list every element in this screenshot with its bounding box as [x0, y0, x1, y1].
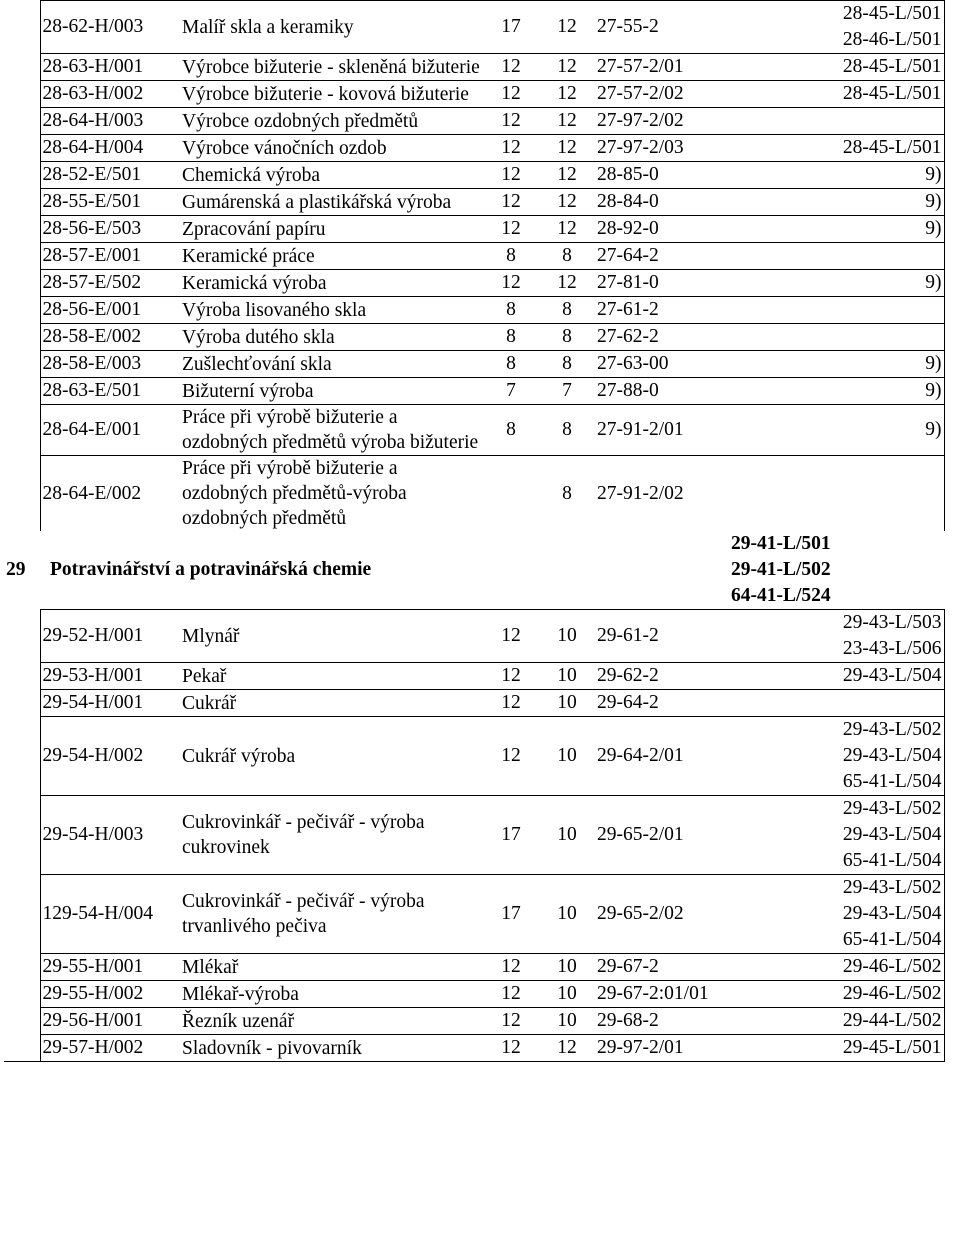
program-code: 29-54-H/002	[40, 717, 180, 796]
related-codes	[729, 690, 944, 717]
table-row	[4, 405, 944, 456]
related-code: 28-45-L/501	[842, 3, 942, 24]
program-name: Výrobce ozdobných předmětů	[180, 108, 483, 135]
related-code: 29-43-L/503	[842, 612, 942, 633]
program-code: 28-58-E/003	[40, 351, 180, 378]
section-number: 29	[6, 559, 26, 581]
table-row	[4, 690, 944, 717]
program-code: 29-52-H/001	[40, 610, 180, 663]
value-b: 8	[539, 324, 595, 351]
row-spacer	[4, 54, 40, 81]
old-code: 29-67-2:01/01	[595, 981, 729, 1008]
related-code: 29-43-L/504	[842, 745, 942, 766]
table-row	[4, 243, 944, 270]
value-b: 12	[539, 189, 595, 216]
value-b: 7	[539, 378, 595, 405]
related-codes	[729, 81, 944, 108]
program-name: Mlékař	[180, 954, 483, 981]
related-code: 29-43-L/504	[842, 903, 942, 924]
value-a: 12	[483, 610, 539, 663]
table-row	[4, 875, 944, 954]
table-row	[4, 135, 944, 162]
old-code: 27-57-2/01	[595, 54, 729, 81]
program-name: Práce při výrobě bižuterie a ozdobných předmětů výroba bižuterie	[180, 405, 483, 456]
value-a: 8	[483, 324, 539, 351]
old-code: 29-61-2	[595, 610, 729, 663]
related-codes	[729, 243, 944, 270]
program-code: 28-62-H/003	[40, 1, 180, 54]
table-row	[4, 796, 944, 875]
footnote-ref: 9)	[925, 164, 942, 185]
related-codes	[729, 270, 944, 297]
value-b: 10	[539, 1008, 595, 1035]
program-code: 129-54-H/004	[40, 875, 180, 954]
old-code: 27-88-0	[595, 378, 729, 405]
table-row	[4, 981, 944, 1008]
related-codes	[729, 351, 944, 378]
program-name: Řezník uzenář	[180, 1008, 483, 1035]
related-code: 29-44-L/502	[842, 1010, 942, 1031]
related-codes	[729, 1008, 944, 1035]
program-name: Zpracování papíru	[180, 216, 483, 243]
program-name: Zušlechťování skla	[180, 351, 483, 378]
value-a: 12	[483, 663, 539, 690]
value-b: 8	[539, 405, 595, 456]
program-name: Bižuterní výroba	[180, 378, 483, 405]
value-a	[483, 456, 539, 532]
value-b: 12	[539, 1, 595, 54]
row-spacer	[4, 270, 40, 297]
program-code: 28-55-E/501	[40, 189, 180, 216]
program-code: 28-56-E/503	[40, 216, 180, 243]
program-code: 28-57-E/001	[40, 243, 180, 270]
value-b: 10	[539, 875, 595, 954]
program-code: 28-57-E/502	[40, 270, 180, 297]
row-spacer	[4, 243, 40, 270]
program-code: 29-53-H/001	[40, 663, 180, 690]
related-code: 28-46-L/501	[842, 29, 942, 50]
old-code: 29-67-2	[595, 954, 729, 981]
related-codes	[729, 981, 944, 1008]
section-title: Potravinářství a potravinářská chemie	[50, 559, 372, 580]
related-codes	[729, 875, 944, 954]
footnote-ref: 9)	[925, 272, 942, 293]
program-name: Cukrovinkář - pečivář - výroba trvanlivého pečiva	[180, 875, 483, 954]
related-code: 28-45-L/501	[842, 83, 942, 104]
old-code: 27-62-2	[595, 324, 729, 351]
table-row	[4, 324, 944, 351]
value-a: 7	[483, 378, 539, 405]
section-header-29	[4, 531, 944, 610]
row-spacer	[4, 162, 40, 189]
row-spacer	[4, 1, 40, 54]
related-code: 29-43-L/502	[842, 719, 942, 740]
section-codes	[729, 531, 944, 610]
row-spacer	[4, 456, 40, 532]
value-a: 8	[483, 297, 539, 324]
program-code: 28-52-E/501	[40, 162, 180, 189]
section-code: 29-41-L/501	[731, 533, 831, 554]
row-spacer	[4, 954, 40, 981]
program-name: Mlékař-výroba	[180, 981, 483, 1008]
old-code: 27-63-00	[595, 351, 729, 378]
table-row	[4, 270, 944, 297]
table-row	[4, 351, 944, 378]
related-code: 29-43-L/502	[842, 877, 942, 898]
table-row	[4, 954, 944, 981]
related-codes	[729, 108, 944, 135]
table-row	[4, 216, 944, 243]
value-b: 8	[539, 243, 595, 270]
related-code: 29-46-L/502	[842, 956, 942, 977]
value-a: 8	[483, 405, 539, 456]
related-codes	[729, 663, 944, 690]
value-a: 8	[483, 243, 539, 270]
value-a: 12	[483, 690, 539, 717]
value-b: 10	[539, 981, 595, 1008]
value-a: 12	[483, 954, 539, 981]
section-code: 64-41-L/524	[731, 585, 831, 606]
table-row	[4, 610, 944, 663]
table-body-section-29	[4, 610, 944, 1062]
related-code: 65-41-L/504	[842, 771, 942, 792]
related-codes	[729, 189, 944, 216]
table-row	[4, 81, 944, 108]
table-row	[4, 1035, 944, 1062]
value-a: 12	[483, 81, 539, 108]
related-codes	[729, 456, 944, 532]
related-codes	[729, 162, 944, 189]
table-row	[4, 54, 944, 81]
row-spacer	[4, 378, 40, 405]
related-codes	[729, 54, 944, 81]
row-spacer	[4, 1008, 40, 1035]
related-codes	[729, 1035, 944, 1062]
value-a: 12	[483, 216, 539, 243]
program-name: Keramické práce	[180, 243, 483, 270]
table-row	[4, 717, 944, 796]
program-name: Výrobce bižuterie - kovová bižuterie	[180, 81, 483, 108]
old-code: 27-81-0	[595, 270, 729, 297]
old-code: 28-92-0	[595, 216, 729, 243]
old-code: 28-84-0	[595, 189, 729, 216]
old-code: 28-85-0	[595, 162, 729, 189]
value-a: 12	[483, 54, 539, 81]
related-codes	[729, 324, 944, 351]
value-b: 10	[539, 717, 595, 796]
value-a: 12	[483, 135, 539, 162]
program-name: Cukrář výroba	[180, 717, 483, 796]
old-code: 29-65-2/02	[595, 875, 729, 954]
row-spacer	[4, 981, 40, 1008]
related-code: 29-43-L/504	[842, 665, 942, 686]
related-codes	[729, 378, 944, 405]
old-code: 29-62-2	[595, 663, 729, 690]
program-code: 28-63-E/501	[40, 378, 180, 405]
value-a: 17	[483, 1, 539, 54]
old-code: 27-91-2/01	[595, 405, 729, 456]
value-b: 12	[539, 54, 595, 81]
value-b: 10	[539, 663, 595, 690]
related-code: 23-43-L/506	[842, 638, 942, 659]
related-code: 65-41-L/504	[842, 850, 942, 871]
row-spacer	[4, 1035, 40, 1062]
program-code: 29-54-H/001	[40, 690, 180, 717]
old-code: 29-65-2/01	[595, 796, 729, 875]
table-row	[4, 663, 944, 690]
program-name: Keramická výroba	[180, 270, 483, 297]
table-row	[4, 1008, 944, 1035]
value-b: 12	[539, 270, 595, 297]
program-name: Výroba dutého skla	[180, 324, 483, 351]
program-name: Mlynář	[180, 610, 483, 663]
old-code: 27-97-2/02	[595, 108, 729, 135]
table-row	[4, 378, 944, 405]
related-codes	[729, 405, 944, 456]
table-row	[4, 189, 944, 216]
footnote-ref: 9)	[925, 191, 942, 212]
value-b: 12	[539, 216, 595, 243]
value-b: 12	[539, 81, 595, 108]
program-code: 29-55-H/001	[40, 954, 180, 981]
old-code: 29-97-2/01	[595, 1035, 729, 1062]
row-spacer	[4, 875, 40, 954]
value-b: 8	[539, 456, 595, 532]
value-a: 17	[483, 796, 539, 875]
footnote-ref: 9)	[925, 380, 942, 401]
related-code: 29-46-L/502	[842, 983, 942, 1004]
program-name: Výroba lisovaného skla	[180, 297, 483, 324]
program-code: 29-55-H/002	[40, 981, 180, 1008]
program-name: Pekař	[180, 663, 483, 690]
table-row	[4, 456, 944, 532]
value-a: 12	[483, 189, 539, 216]
value-b: 12	[539, 162, 595, 189]
program-name: Práce při výrobě bižuterie a ozdobných předmětů-výroba ozdobných předmětů	[180, 456, 483, 532]
program-code: 29-57-H/002	[40, 1035, 180, 1062]
related-codes	[729, 297, 944, 324]
row-spacer	[4, 610, 40, 663]
value-a: 12	[483, 162, 539, 189]
value-b: 12	[539, 1035, 595, 1062]
row-spacer	[4, 351, 40, 378]
table-body-section-28	[4, 1, 944, 532]
old-code: 27-91-2/02	[595, 456, 729, 532]
related-code: 29-43-L/502	[842, 798, 942, 819]
row-spacer	[4, 135, 40, 162]
row-spacer	[4, 189, 40, 216]
table-row	[4, 297, 944, 324]
related-code: 29-45-L/501	[842, 1037, 942, 1058]
program-code: 29-54-H/003	[40, 796, 180, 875]
program-code: 28-56-E/001	[40, 297, 180, 324]
value-b: 12	[539, 135, 595, 162]
value-a: 12	[483, 270, 539, 297]
table-row	[4, 1, 944, 54]
value-a: 12	[483, 108, 539, 135]
program-name: Malíř skla a keramiky	[180, 1, 483, 54]
program-name: Sladovník - pivovarník	[180, 1035, 483, 1062]
program-name: Výrobce bižuterie - skleněná bižuterie	[180, 54, 483, 81]
value-b: 10	[539, 954, 595, 981]
program-name: Cukrář	[180, 690, 483, 717]
related-code: 29-43-L/504	[842, 824, 942, 845]
related-code: 28-45-L/501	[842, 137, 942, 158]
program-name: Cukrovinkář - pečivář - výroba cukrovinek	[180, 796, 483, 875]
related-codes	[729, 610, 944, 663]
value-b: 8	[539, 351, 595, 378]
row-spacer	[4, 216, 40, 243]
program-code: 28-64-E/002	[40, 456, 180, 532]
row-spacer	[4, 108, 40, 135]
program-code: 28-63-H/001	[40, 54, 180, 81]
section-code: 29-41-L/502	[731, 559, 831, 580]
related-codes	[729, 954, 944, 981]
row-spacer	[4, 663, 40, 690]
old-code: 29-64-2	[595, 690, 729, 717]
value-b: 10	[539, 690, 595, 717]
row-spacer	[4, 297, 40, 324]
value-b: 8	[539, 297, 595, 324]
value-b: 12	[539, 108, 595, 135]
footnote-ref: 9)	[925, 419, 942, 440]
study-programs-table	[4, 0, 945, 1062]
program-name: Výrobce vánočních ozdob	[180, 135, 483, 162]
related-codes	[729, 717, 944, 796]
old-code: 27-61-2	[595, 297, 729, 324]
value-a: 12	[483, 717, 539, 796]
row-spacer	[4, 405, 40, 456]
old-code: 27-55-2	[595, 1, 729, 54]
program-code: 28-64-H/003	[40, 108, 180, 135]
program-name: Gumárenská a plastikářská výroba	[180, 189, 483, 216]
program-code: 28-64-E/001	[40, 405, 180, 456]
row-spacer	[4, 796, 40, 875]
row-spacer	[4, 690, 40, 717]
program-code: 28-64-H/004	[40, 135, 180, 162]
value-a: 8	[483, 351, 539, 378]
footnote-ref: 9)	[925, 218, 942, 239]
value-a: 12	[483, 1035, 539, 1062]
old-code: 29-64-2/01	[595, 717, 729, 796]
related-codes	[729, 796, 944, 875]
old-code: 27-57-2/02	[595, 81, 729, 108]
related-code: 28-45-L/501	[842, 56, 942, 77]
related-codes	[729, 1, 944, 54]
old-code: 29-68-2	[595, 1008, 729, 1035]
related-codes	[729, 135, 944, 162]
program-name: Chemická výroba	[180, 162, 483, 189]
related-code: 65-41-L/504	[842, 929, 942, 950]
value-a: 12	[483, 981, 539, 1008]
related-codes	[729, 216, 944, 243]
footnote-ref: 9)	[925, 353, 942, 374]
value-a: 17	[483, 875, 539, 954]
value-b: 10	[539, 610, 595, 663]
program-code: 28-58-E/002	[40, 324, 180, 351]
value-a: 12	[483, 1008, 539, 1035]
program-code: 29-56-H/001	[40, 1008, 180, 1035]
table-row	[4, 108, 944, 135]
old-code: 27-64-2	[595, 243, 729, 270]
table-row	[4, 162, 944, 189]
row-spacer	[4, 717, 40, 796]
program-code: 28-63-H/002	[40, 81, 180, 108]
value-b: 10	[539, 796, 595, 875]
row-spacer	[4, 81, 40, 108]
old-code: 27-97-2/03	[595, 135, 729, 162]
row-spacer	[4, 324, 40, 351]
